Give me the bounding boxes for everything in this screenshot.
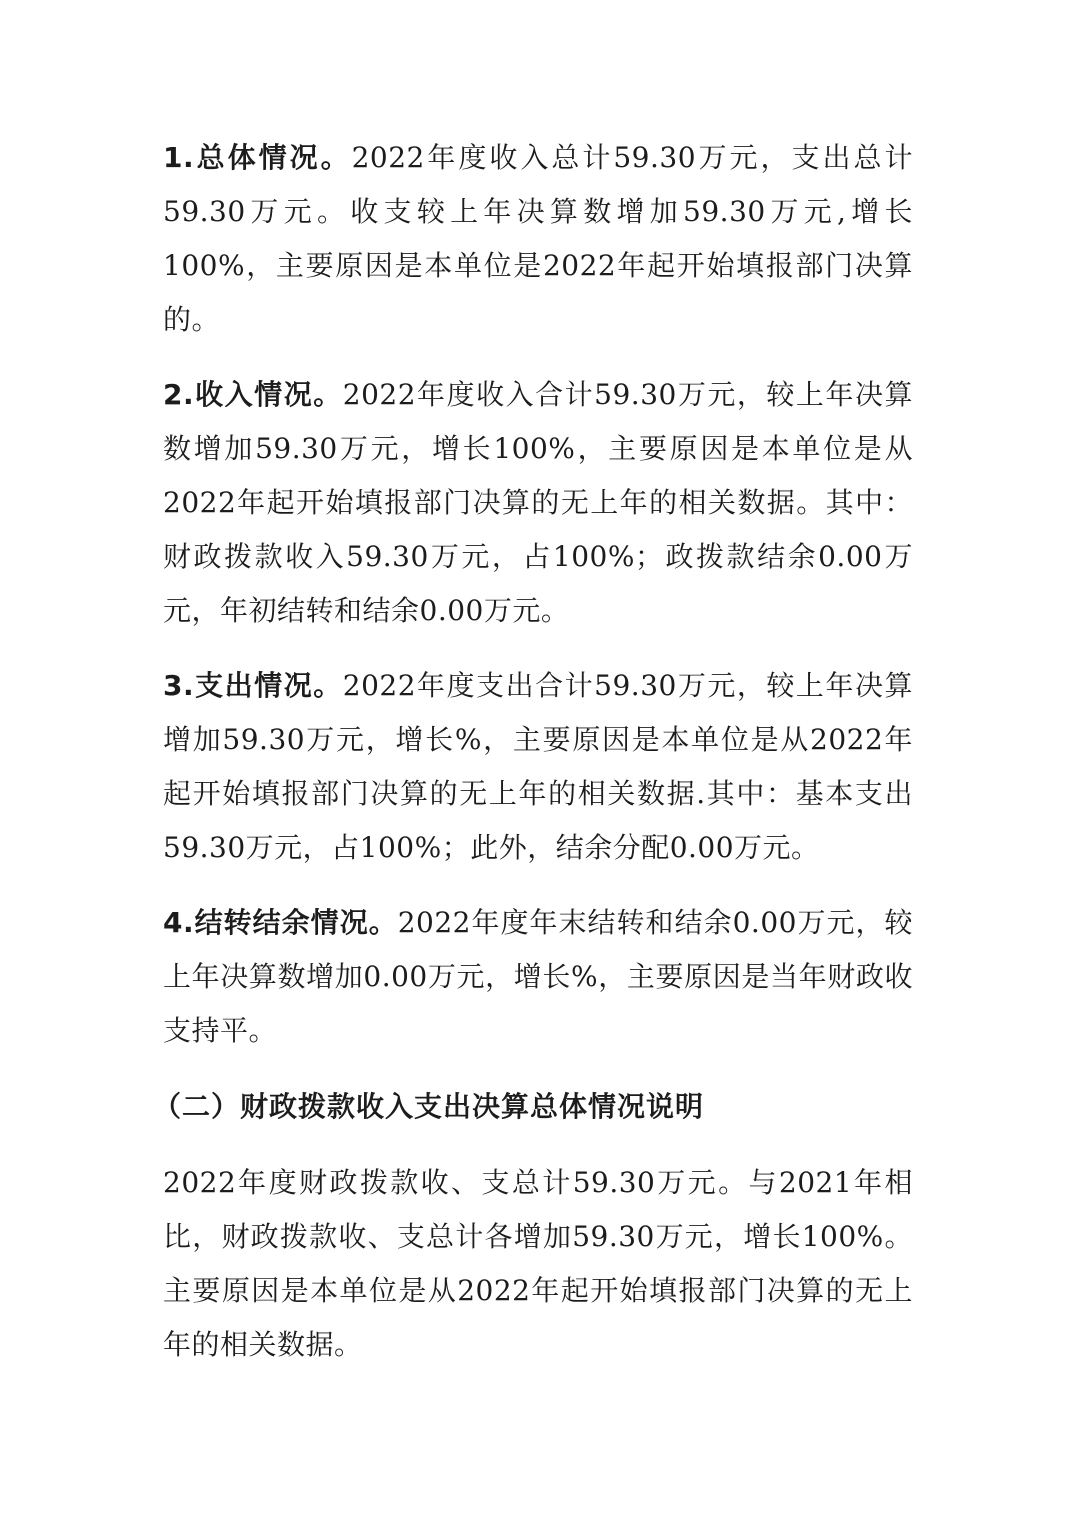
paragraph-text: 2022年度收入总计59.30万元，支出总计59.30万元。收支较上年决算数增加59.30万元,增长100%，主要原因是本单位是2022年起开始填报部门决算的。: [163, 141, 913, 337]
section-title: （二）财政拨款收入支出决算总体情况说明: [153, 1089, 705, 1123]
document-body: [153, 131, 913, 1393]
paragraph-carryover-balance: [163, 896, 913, 1058]
paragraph-heading: 4.结转结余情况。: [163, 906, 398, 940]
paragraph-text: 2022年度收入合计59.30万元，较上年决算数增加59.30万元，增长100%，主要原因是本单位是从2022年起开始填报部门决算的无上年的相关数据。其中：财政拨款收入59.30万元，占100%；政拨款结余0.00万元，年初结转和结余0.00万元。: [163, 378, 913, 628]
paragraph-text: 2022年度支出合计59.30万元，较上年决算增加59.30万元，增长%，主要原因是本单位是从2022年起开始填报部门决算的无上年的相关数据.其中：基本支出59.30万元，占100%；此外，结余分配0.00万元。: [163, 669, 913, 865]
paragraph-overall: [163, 131, 913, 347]
paragraph-text: 2022年度年末结转和结余0.00万元，较上年决算数增加0.00万元，增长%，主要原因是当年财政收支持平。: [163, 906, 913, 1048]
paragraph-heading: 3.支出情况。: [163, 669, 343, 703]
paragraph-income: [163, 368, 913, 638]
paragraph-expenditure: [163, 659, 913, 875]
paragraph-heading: 1.总体情况。: [163, 141, 352, 174]
paragraph-heading: 2.收入情况。: [163, 378, 343, 412]
paragraph-fiscal-appropriation: 2022年度财政拨款收、支总计59.30万元。与2021年相比，财政拨款收、支总计各增加59.30万元，增长100%。主要原因是本单位是从2022年起开始填报部门决算的无上年的相关数据。: [163, 1165, 913, 1361]
